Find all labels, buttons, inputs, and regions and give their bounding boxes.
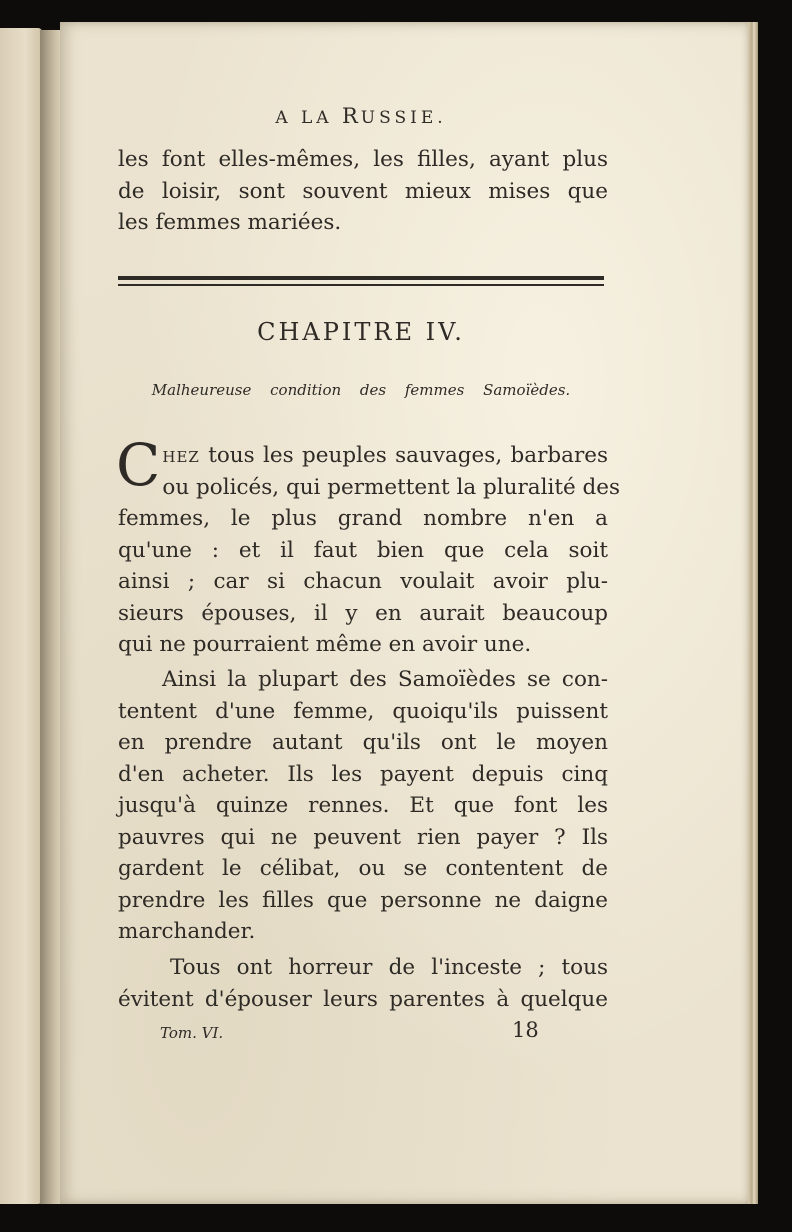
chapter-rule-thick bbox=[118, 276, 604, 280]
paragraph-line: marchander. bbox=[118, 919, 256, 944]
previous-page-edge bbox=[0, 28, 42, 1204]
paragraph-line: Tous ont horreur de l'inceste ; tous bbox=[170, 955, 608, 980]
page-fore-edge bbox=[748, 22, 758, 1204]
opening-line: les femmes mariées. bbox=[118, 210, 342, 235]
paragraph-line: femmes, le plus grand nombre n'en a bbox=[118, 506, 608, 531]
running-head-prefix: A LA bbox=[275, 108, 342, 128]
paragraph-line: sieurs épouses, il y en aurait beaucoup bbox=[118, 600, 608, 626]
paragraph-line: prendre les filles que personne ne daigne bbox=[118, 887, 608, 913]
chapter-rule-thin bbox=[118, 284, 604, 286]
first-line-rest: tous les peuples sauvages, barbares bbox=[199, 443, 608, 468]
paragraph-line: Ainsi la plupart des Samoïèdes se con- bbox=[162, 667, 608, 692]
paragraph-line: ainsi ; car si chacun voulait avoir plu- bbox=[118, 569, 608, 594]
running-head bbox=[118, 104, 604, 128]
paragraph-line: qui ne pourraient même en avoir une. bbox=[118, 632, 532, 657]
gathering-signature: 18 bbox=[512, 1018, 539, 1042]
opening-paragraph bbox=[118, 144, 608, 239]
paragraph-line: jusqu'à quinze rennes. Et que font les bbox=[118, 793, 608, 818]
first-paragraph bbox=[116, 431, 621, 661]
drop-capital: C bbox=[116, 431, 161, 499]
paragraph-line: tentent d'une femme, quoiqu'ils puissent bbox=[118, 698, 608, 724]
chapter-title: CHAPITRE IV. bbox=[257, 318, 465, 346]
opening-line: les font elles-mêmes, les filles, ayant plus bbox=[118, 147, 608, 172]
third-paragraph bbox=[118, 952, 608, 1015]
paragraph-line: évitent d'épouser leurs parentes à quelque bbox=[118, 986, 608, 1012]
small-caps-word: HEZ bbox=[162, 448, 200, 466]
second-paragraph bbox=[118, 664, 608, 948]
paragraph-line: gardent le célibat, ou se contentent de bbox=[118, 856, 608, 881]
paragraph-line: pauvres qui ne peuvent rien payer ? Ils bbox=[118, 824, 608, 850]
running-head-capital: R bbox=[341, 104, 361, 128]
chapter-subtitle: Malheureuse condition des femmes Samoïèdes. bbox=[151, 381, 571, 399]
paragraph-line: en prendre autant qu'ils ont le moyen bbox=[118, 730, 608, 755]
paragraph-line: d'en acheter. Ils les payent depuis cinq bbox=[118, 761, 608, 787]
paragraph-line: ou policés, qui permettent la pluralité des bbox=[162, 474, 621, 500]
volume-signature: Tom. VI. bbox=[160, 1024, 224, 1042]
paragraph-line: qu'une : et il faut bien que cela soit bbox=[118, 537, 608, 563]
opening-line: de loisir, sont souvent mieux mises que bbox=[118, 178, 608, 204]
running-head-rest: USSIE. bbox=[360, 108, 447, 128]
